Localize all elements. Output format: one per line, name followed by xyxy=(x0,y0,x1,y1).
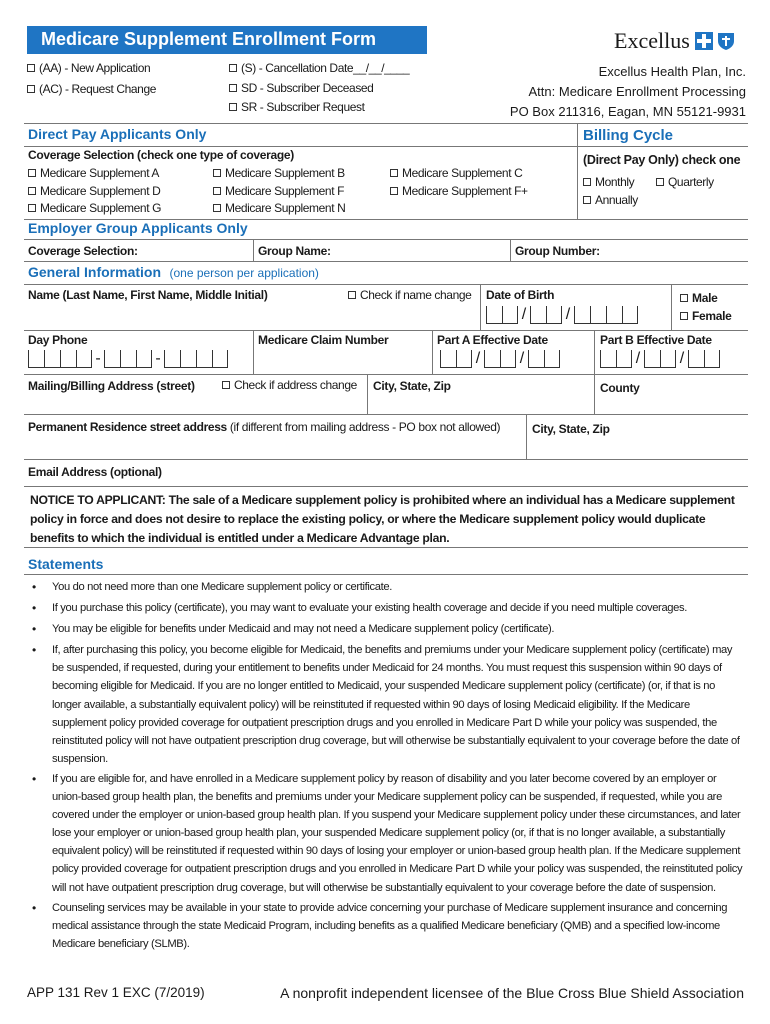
direct-pay-title: Direct Pay Applicants Only xyxy=(28,126,207,142)
gender-male[interactable] xyxy=(680,291,717,305)
divider xyxy=(24,330,748,331)
employer-coverage-field[interactable]: Coverage Selection: xyxy=(28,244,138,258)
dob-label: Date of Birth xyxy=(486,288,555,302)
plan-label: Medicare Supplement A xyxy=(40,166,160,180)
checkbox[interactable] xyxy=(680,312,688,320)
option-subscriber-deceased[interactable] xyxy=(229,81,373,95)
general-info-title: General Information xyxy=(28,264,162,280)
notice-to-applicant: NOTICE TO APPLICANT: The sale of a Medicare supplement policy is prohibited where an individual has a Medicare supplement policy in force and does not desire to replace the existing policy, or where the Medicare supplement policy would duplicate benefits to which the individual is entitled under a Medicare Advantage plan. xyxy=(30,493,735,545)
divider xyxy=(253,239,254,261)
email-field[interactable]: Email Address (optional) xyxy=(28,465,162,479)
permanent-address-label: Permanent Residence street address xyxy=(28,420,227,434)
divider xyxy=(577,123,578,219)
checkbox[interactable] xyxy=(229,64,237,72)
claim-number-field[interactable]: Medicare Claim Number xyxy=(258,333,389,347)
divider xyxy=(24,284,748,285)
male-label: Male xyxy=(692,291,718,305)
divider xyxy=(671,284,672,330)
group-number-field[interactable]: Group Number: xyxy=(515,244,600,258)
plan-label: Medicare Supplement N xyxy=(225,201,346,215)
option-label: (S) - Cancellation Date__/__/____ xyxy=(241,61,410,75)
address-change-check[interactable] xyxy=(222,378,357,392)
day-phone-input[interactable]: - - xyxy=(28,350,228,368)
form-title: Medicare Supplement Enrollment Form xyxy=(27,26,427,54)
general-info-heading xyxy=(28,264,319,282)
plan-label: Medicare Supplement G xyxy=(40,201,161,215)
checkbox[interactable] xyxy=(390,187,398,195)
billing-label: Monthly xyxy=(595,175,635,189)
option-cancellation[interactable] xyxy=(229,61,409,75)
gender-female[interactable] xyxy=(680,309,732,323)
billing-subtitle: (Direct Pay Only) check one xyxy=(583,153,741,167)
checkbox[interactable] xyxy=(229,84,237,92)
plan-b[interactable] xyxy=(213,166,345,180)
address-change-label: Check if address change xyxy=(234,378,357,392)
option-label: (AA) - New Application xyxy=(39,61,151,75)
part-a-input[interactable]: / / xyxy=(440,350,560,368)
divider xyxy=(24,146,748,147)
name-change-check[interactable] xyxy=(348,288,471,302)
plan-f-plus[interactable] xyxy=(390,184,528,198)
divider xyxy=(24,239,748,240)
billing-label: Annually xyxy=(595,193,638,207)
address-line: Excellus Health Plan, Inc. xyxy=(598,64,746,79)
plan-f[interactable] xyxy=(213,184,344,198)
option-label: (AC) - Request Change xyxy=(39,82,156,96)
billing-quarterly[interactable] xyxy=(656,175,714,189)
female-label: Female xyxy=(692,309,732,323)
excellus-logo xyxy=(614,26,736,56)
plan-d[interactable] xyxy=(28,184,160,198)
option-label: SD - Subscriber Deceased xyxy=(241,81,374,95)
employer-title: Employer Group Applicants Only xyxy=(28,220,248,236)
divider xyxy=(24,574,748,575)
checkbox[interactable] xyxy=(213,187,221,195)
plan-label: Medicare Supplement F+ xyxy=(402,184,528,198)
checkbox[interactable] xyxy=(27,64,35,72)
checkbox[interactable] xyxy=(28,187,36,195)
plan-label: Medicare Supplement C xyxy=(402,166,523,180)
general-info-note: (one person per application) xyxy=(169,266,319,280)
mailing-address-field[interactable]: Mailing/Billing Address (street) xyxy=(28,379,195,393)
checkbox[interactable] xyxy=(27,85,35,93)
part-b-label: Part B Effective Date xyxy=(600,333,712,347)
permanent-address-note: (if different from mailing address - PO box not allowed) xyxy=(229,420,501,434)
plan-label: Medicare Supplement D xyxy=(40,184,161,198)
divider xyxy=(480,284,481,330)
checkbox[interactable] xyxy=(229,103,237,111)
statement-item: • You may be eligible for benefits under Medicaid and may not need a Medicare supplement policy (certificate). xyxy=(30,620,746,638)
checkbox[interactable] xyxy=(213,204,221,212)
statement-item: • Counseling services may be available in your state to provide advice concerning your purchase of Medicare supplement insurance and concerning medical assistance through the state Medicaid Program, including benefits as a qualified Medicare beneficiary (QMB) and a specified low-income Medicare beneficiary (SLMB). xyxy=(30,899,746,953)
option-subscriber-request[interactable] xyxy=(229,100,365,114)
divider xyxy=(367,374,368,414)
option-request-change[interactable] xyxy=(27,82,156,96)
city-state-zip-field[interactable]: City, State, Zip xyxy=(373,379,451,393)
part-b-input[interactable]: / / xyxy=(600,350,720,368)
divider xyxy=(510,239,511,261)
divider xyxy=(24,374,748,375)
county-field[interactable]: County xyxy=(600,381,640,395)
divider xyxy=(594,330,595,374)
checkbox[interactable] xyxy=(222,381,230,389)
divider xyxy=(24,414,748,415)
address-line: PO Box 211316, Eagan, MN 55121-9931 xyxy=(509,104,746,119)
name-field[interactable]: Name (Last Name, First Name, Middle Initial) xyxy=(28,288,268,302)
coverage-selection-label: Coverage Selection (check one type of coverage) xyxy=(28,148,294,162)
address-line: Attn: Medicare Enrollment Processing xyxy=(528,84,746,99)
divider xyxy=(24,459,748,460)
divider xyxy=(253,330,254,374)
plan-g[interactable] xyxy=(28,201,161,215)
checkbox[interactable] xyxy=(583,178,591,186)
option-new-application[interactable] xyxy=(27,61,150,75)
checkbox[interactable] xyxy=(390,169,398,177)
billing-monthly[interactable] xyxy=(583,175,634,189)
divider xyxy=(526,414,527,459)
plan-label: Medicare Supplement F xyxy=(225,184,344,198)
divider xyxy=(24,123,748,124)
plan-c[interactable] xyxy=(390,166,522,180)
billing-label: Quarterly xyxy=(668,175,714,189)
statements-title: Statements xyxy=(28,556,104,572)
billing-cycle-title: Billing Cycle xyxy=(583,127,674,144)
divider xyxy=(24,547,748,548)
group-name-field[interactable]: Group Name: xyxy=(258,244,331,258)
statement-item: • If you purchase this policy (certificate), you may want to evaluate your existing health coverage and decide if you need multiple coverages. xyxy=(30,599,746,617)
statement-item: • You do not need more than one Medicare supplement policy or certificate. xyxy=(30,578,746,596)
statement-item: • If you are eligible for, and have enrolled in a Medicare supplement policy by reason of disability and you later become covered by an employer or union-based group health plan, the benefits and premiums under your Medicare supplement policy can be suspended, if requested, while you are covered under the employer or union-based group health plan. If you suspend your Medicare supplement policy under these circumstances, and later lose your employer or union-based group health plan, your suspended Medicare supplement policy (or, if that is no longer available, a substantially equivalent policy) will be reinstituted if requested within 90 days of losing your employer or union-based group health plan. If the Medicare supplement policy provided coverage for outpatient prescription drugs and you enrolled in Medicare Part D while your policy was suspended, the reinstituted policy will not have outpatient prescription drug coverage, but will otherwise be substantially equivalent to your coverage before the date of suspension. xyxy=(30,770,746,897)
blue-shield-icon xyxy=(716,31,736,51)
checkbox[interactable] xyxy=(680,294,688,302)
option-label: SR - Subscriber Request xyxy=(241,100,365,114)
divider xyxy=(24,261,748,262)
form-number: APP 131 Rev 1 EXC (7/2019) xyxy=(27,985,205,1000)
part-a-label: Part A Effective Date xyxy=(437,333,548,347)
statements-list xyxy=(30,578,746,953)
checkbox[interactable] xyxy=(28,204,36,212)
permanent-address-field[interactable] xyxy=(28,420,500,434)
plan-a[interactable] xyxy=(28,166,159,180)
bcbs-marks xyxy=(694,31,736,51)
day-phone-label: Day Phone xyxy=(28,333,88,347)
plan-label: Medicare Supplement B xyxy=(225,166,345,180)
divider xyxy=(594,374,595,414)
checkbox[interactable] xyxy=(656,178,664,186)
dob-input[interactable]: / / xyxy=(486,306,638,324)
name-change-label: Check if name change xyxy=(360,288,472,302)
permanent-city-field[interactable]: City, State, Zip xyxy=(532,422,610,436)
checkbox[interactable] xyxy=(348,291,356,299)
logo-text: Excellus xyxy=(614,28,690,53)
checkbox[interactable] xyxy=(583,196,591,204)
divider xyxy=(24,486,748,487)
billing-annually[interactable] xyxy=(583,193,638,207)
licensee-note: A nonprofit independent licensee of the Blue Cross Blue Shield Association xyxy=(280,985,744,1001)
checkbox[interactable] xyxy=(213,169,221,177)
blue-cross-icon xyxy=(694,31,714,51)
checkbox[interactable] xyxy=(28,169,36,177)
statement-item: • If, after purchasing this policy, you become eligible for Medicaid, the benefits and premiums under your Medicare supplement policy (certificate) may be suspended, if requested, during your entitlement to benefits under Medicaid for 24 months. You must request this suspension within 90 days of becoming eligible for Medicaid. If you are no longer entitled to Medicaid, your suspended Medicare supplement policy (certificate) (or, if that is no longer available, a substantially equivalent policy) will be reinstituted if requested within 90 days of losing Medicaid eligibility. If the Medicare supplement policy provided coverage for outpatient prescription drugs and you enrolled in Medicare Part D while your policy was suspended, the reinstituted policy will not have outpatient prescription drug coverage, but will otherwise be substantially equivalent to your coverage before the date of suspension. xyxy=(30,641,746,768)
mailing-address-block xyxy=(510,62,746,122)
divider xyxy=(432,330,433,374)
plan-n[interactable] xyxy=(213,201,345,215)
